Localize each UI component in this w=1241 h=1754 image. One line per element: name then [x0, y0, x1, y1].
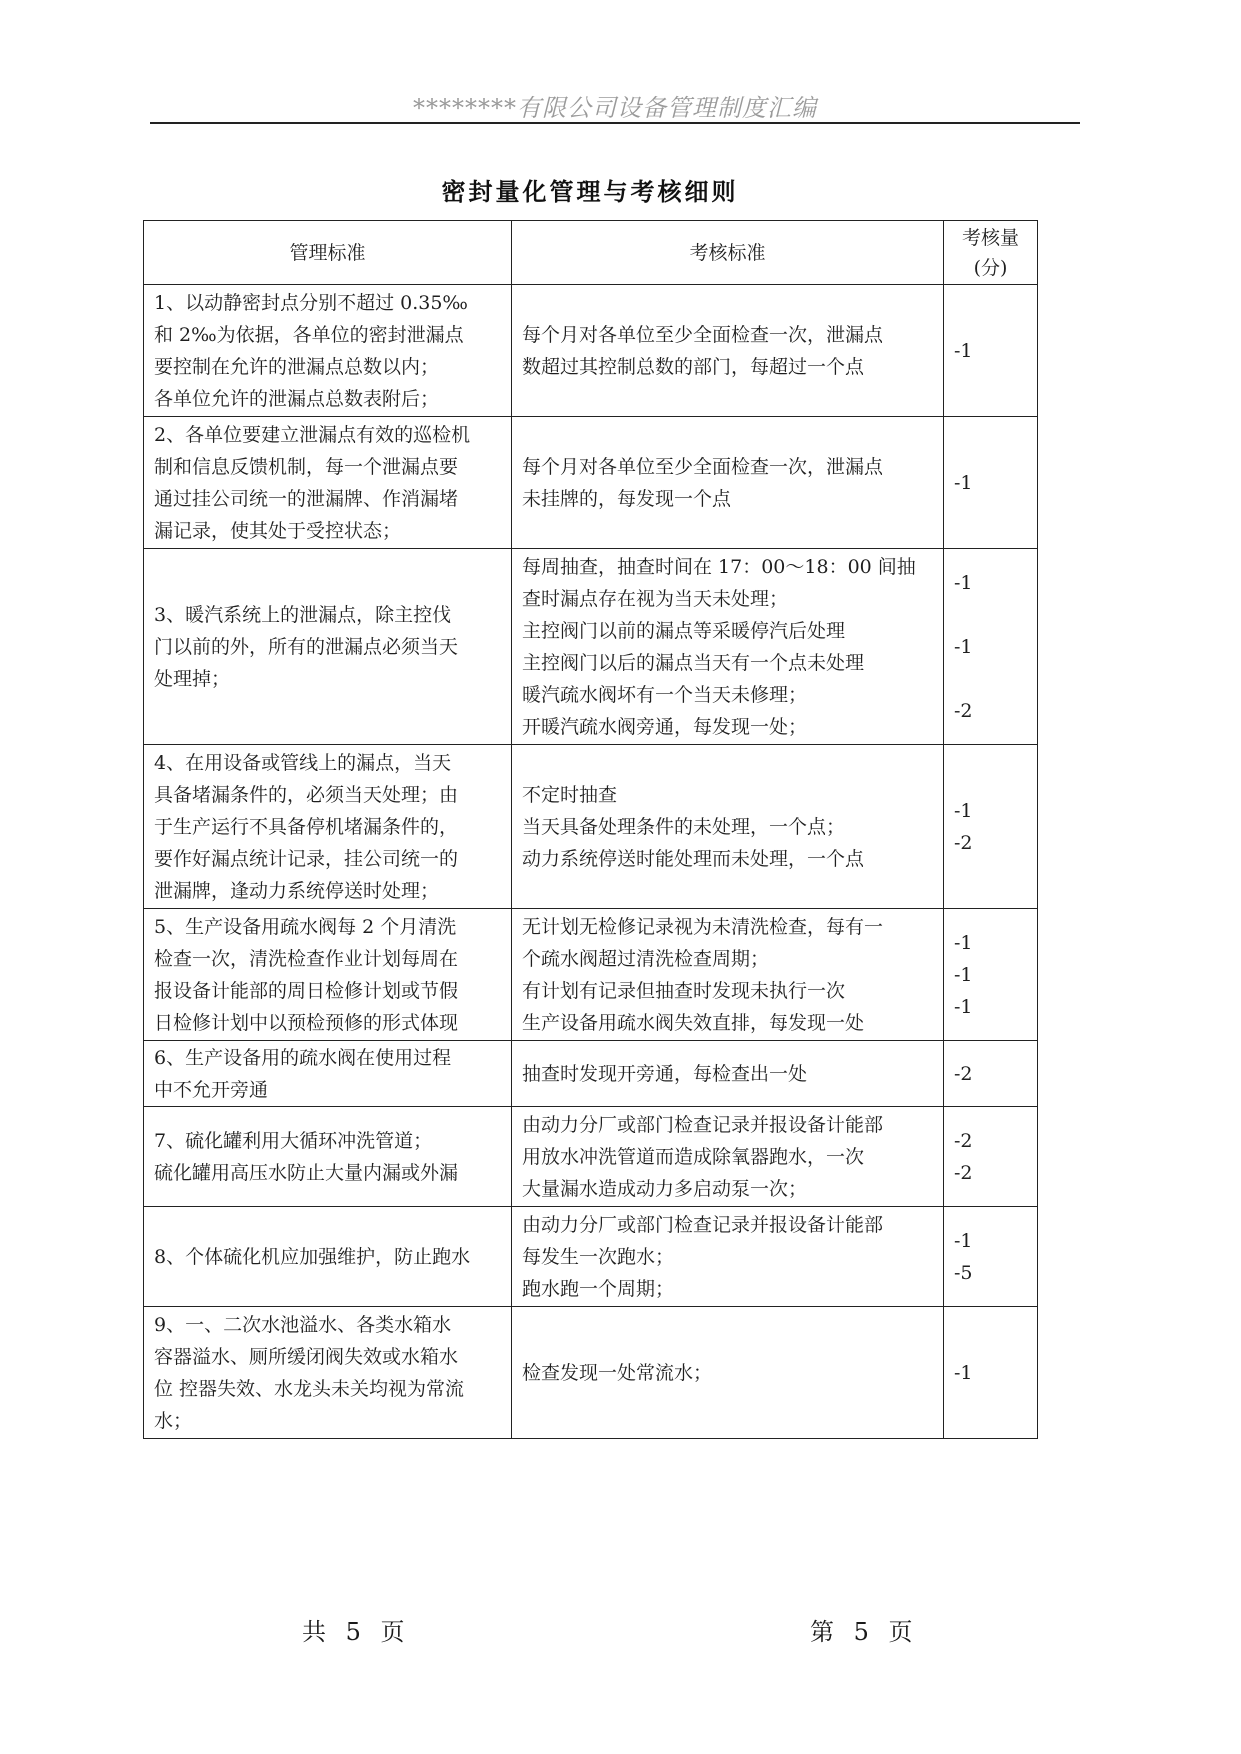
check-cell: [512, 1307, 944, 1439]
check-cell-line: 每发生一次跑水；: [522, 1245, 675, 1268]
check-cell: [512, 1041, 944, 1107]
check-cell-line: 不定时抽查: [522, 783, 618, 806]
check-cell-line: 每周抽查，抽查时间在 17：00～18：00 间抽: [522, 555, 916, 578]
standard-cell-line: 6、生产设备用的疏水阀在使用过程: [154, 1046, 452, 1069]
check-cell-line: 有计划有记录但抽查时发现未执行一次: [522, 979, 846, 1002]
score-cell-line: [954, 599, 1027, 631]
check-cell-line: 暖汽疏水阀坏有一个当天未修理；: [522, 683, 808, 706]
check-cell-line: 跑水跑一个周期；: [522, 1277, 675, 1300]
column-header-standard: 管理标准: [144, 221, 512, 285]
standard-cell-line: 5、生产设备用疏水阀每 2 个月清洗: [154, 915, 457, 938]
table-row: [144, 909, 1038, 1041]
standard-cell-line: 1、以动静密封点分别不超过 0.35‰: [154, 291, 468, 314]
score-cell-line: -5: [954, 1261, 973, 1284]
column-header-score-unit: (分): [973, 256, 1008, 279]
standard-cell-line: 和 2‰为依据，各单位的密封泄漏点: [154, 323, 464, 346]
score-cell: [944, 909, 1038, 1041]
standard-cell-line: 日检修计划中以预检预修的形式体现: [154, 1011, 459, 1034]
table-row: [144, 1207, 1038, 1307]
standard-cell: [144, 745, 512, 909]
standard-cell-line: 9、一、二次水池溢水、各类水箱水: [154, 1313, 452, 1336]
score-cell-line: -2: [954, 1161, 973, 1184]
table-row: [144, 745, 1038, 909]
standard-cell-line: 通过挂公司统一的泄漏牌、作消漏堵: [154, 487, 459, 510]
check-cell: [512, 549, 944, 745]
standard-cell-line: 3、暖汽系统上的泄漏点，除主控伐: [154, 603, 452, 626]
score-cell-line: -2: [954, 699, 973, 722]
check-cell-line: 每个月对各单位至少全面检查一次，泄漏点: [522, 455, 884, 478]
check-cell-line: 开暖汽疏水阀旁通，每发现一处；: [522, 715, 808, 738]
check-cell-line: 每个月对各单位至少全面检查一次，泄漏点: [522, 323, 884, 346]
assessment-table: [143, 220, 1038, 1439]
footer-total-pages: 共 5 页: [302, 1618, 411, 1646]
table-body: [144, 285, 1038, 1439]
standard-cell-line: 报设备计能部的周日检修计划或节假: [154, 979, 459, 1002]
standard-cell-line: 要控制在允许的泄漏点总数以内；: [154, 355, 440, 378]
standard-cell-line: 容器溢水、厕所缓闭阀失效或水箱水: [154, 1345, 459, 1368]
check-cell: [512, 285, 944, 417]
score-cell-line: -1: [954, 635, 973, 658]
standard-cell-line: 7、硫化罐利用大循环冲洗管道；: [154, 1129, 433, 1152]
score-cell-line: -2: [954, 1062, 973, 1085]
standard-cell: [144, 1041, 512, 1107]
table-row: [144, 417, 1038, 549]
check-cell-line: 未挂牌的，每发现一个点: [522, 487, 732, 510]
score-cell-line: -2: [954, 1129, 973, 1152]
score-cell-line: -1: [954, 1361, 973, 1384]
check-cell: [512, 909, 944, 1041]
score-cell-line: -1: [954, 799, 973, 822]
table-row: [144, 1041, 1038, 1107]
standard-cell-line: 制和信息反馈机制，每一个泄漏点要: [154, 455, 459, 478]
column-header-check: 考核标准: [512, 221, 944, 285]
standard-cell-line: 要作好漏点统计记录，挂公司统一的: [154, 847, 459, 870]
score-cell-line: -1: [954, 571, 973, 594]
table-header-row: [144, 221, 1038, 285]
check-cell-line: 无计划无检修记录视为未清洗检查，每有一: [522, 915, 884, 938]
score-cell-line: -1: [954, 339, 973, 362]
score-cell: [944, 549, 1038, 745]
standard-cell-line: 检查一次，清洗检查作业计划每周在: [154, 947, 459, 970]
standard-cell-line: 位 控器失效、水龙头未关均视为常流: [154, 1377, 465, 1400]
table-row: [144, 1307, 1038, 1439]
standard-cell-line: 2、各单位要建立泄漏点有效的巡检机: [154, 423, 471, 446]
standard-cell: [144, 1307, 512, 1439]
column-header-score: [944, 221, 1038, 285]
standard-cell-line: 各单位允许的泄漏点总数表附后；: [154, 387, 440, 410]
score-cell-line: -1: [954, 1229, 973, 1252]
running-header: ********有限公司设备管理制度汇编: [413, 94, 817, 122]
standard-cell: [144, 909, 512, 1041]
standard-cell: [144, 1207, 512, 1307]
check-cell-line: 检查发现一处常流水；: [522, 1361, 713, 1384]
score-cell: [944, 285, 1038, 417]
standard-cell: [144, 549, 512, 745]
check-cell-line: 个疏水阀超过清洗检查周期；: [522, 947, 770, 970]
standard-cell: [144, 417, 512, 549]
check-cell: [512, 1107, 944, 1207]
score-cell: [944, 1207, 1038, 1307]
check-cell-line: 用放水冲洗管道而造成除氧器跑水，一次: [522, 1145, 865, 1168]
check-cell-line: 抽查时发现开旁通，每检查出一处: [522, 1062, 808, 1085]
table-row: [144, 1107, 1038, 1207]
table-row: [144, 285, 1038, 417]
check-cell-line: 生产设备用疏水阀失效直排，每发现一处: [522, 1011, 865, 1034]
standard-cell-line: 门以前的外，所有的泄漏点必须当天: [154, 635, 459, 658]
score-cell-line: -2: [954, 831, 973, 854]
standard-cell-line: 具备堵漏条件的，必须当天处理；由: [154, 783, 459, 806]
score-cell-line: -1: [954, 931, 973, 954]
check-cell: [512, 745, 944, 909]
check-cell-line: 主控阀门以后的漏点当天有一个点未处理: [522, 651, 865, 674]
check-cell-line: 当天具备处理条件的未处理，一个点；: [522, 815, 846, 838]
standard-cell-line: 中不允开旁通: [154, 1078, 269, 1101]
score-cell: [944, 417, 1038, 549]
column-header-score-line: 考核量: [961, 226, 1019, 249]
score-cell: [944, 1307, 1038, 1439]
check-cell: [512, 1207, 944, 1307]
score-cell: [944, 745, 1038, 909]
standard-cell-line: 水；: [154, 1409, 193, 1432]
standard-cell-line: 漏记录，使其处于受控状态；: [154, 519, 402, 542]
standard-cell-line: 4、在用设备或管线上的漏点，当天: [154, 751, 452, 774]
standard-cell: [144, 285, 512, 417]
score-cell-line: -1: [954, 995, 973, 1018]
standard-cell-line: 处理掉；: [154, 667, 231, 690]
standard-cell: [144, 1107, 512, 1207]
score-cell-line: [954, 663, 1027, 695]
score-cell: [944, 1107, 1038, 1207]
standard-cell-line: 于生产运行不具备停机堵漏条件的，: [154, 815, 459, 838]
check-cell: [512, 417, 944, 549]
check-cell-line: 主控阀门以前的漏点等采暖停汽后处理: [522, 619, 846, 642]
check-cell-line: 查时漏点存在视为当天未处理；: [522, 587, 789, 610]
score-cell: [944, 1041, 1038, 1107]
standard-cell-line: 硫化罐用高压水防止大量内漏或外漏: [154, 1161, 459, 1184]
check-cell-line: 动力系统停送时能处理而未处理，一个点: [522, 847, 865, 870]
check-cell-line: 大量漏水造成动力多启动泵一次；: [522, 1177, 808, 1200]
check-cell-line: 由动力分厂或部门检查记录并报设备计能部: [522, 1213, 884, 1236]
standard-cell-line: 泄漏牌，逢动力系统停送时处理；: [154, 879, 440, 902]
check-cell-line: 数超过其控制总数的部门，每超过一个点: [522, 355, 865, 378]
page-title: 密封量化管理与考核细则: [441, 178, 739, 206]
standard-cell-line: 8、个体硫化机应加强维护，防止跑水: [154, 1245, 471, 1268]
footer-current-page: 第 5 页: [810, 1618, 919, 1646]
score-cell-line: -1: [954, 963, 973, 986]
header-divider: [150, 122, 1080, 124]
table-row: [144, 549, 1038, 745]
score-cell-line: -1: [954, 471, 973, 494]
check-cell-line: 由动力分厂或部门检查记录并报设备计能部: [522, 1113, 884, 1136]
